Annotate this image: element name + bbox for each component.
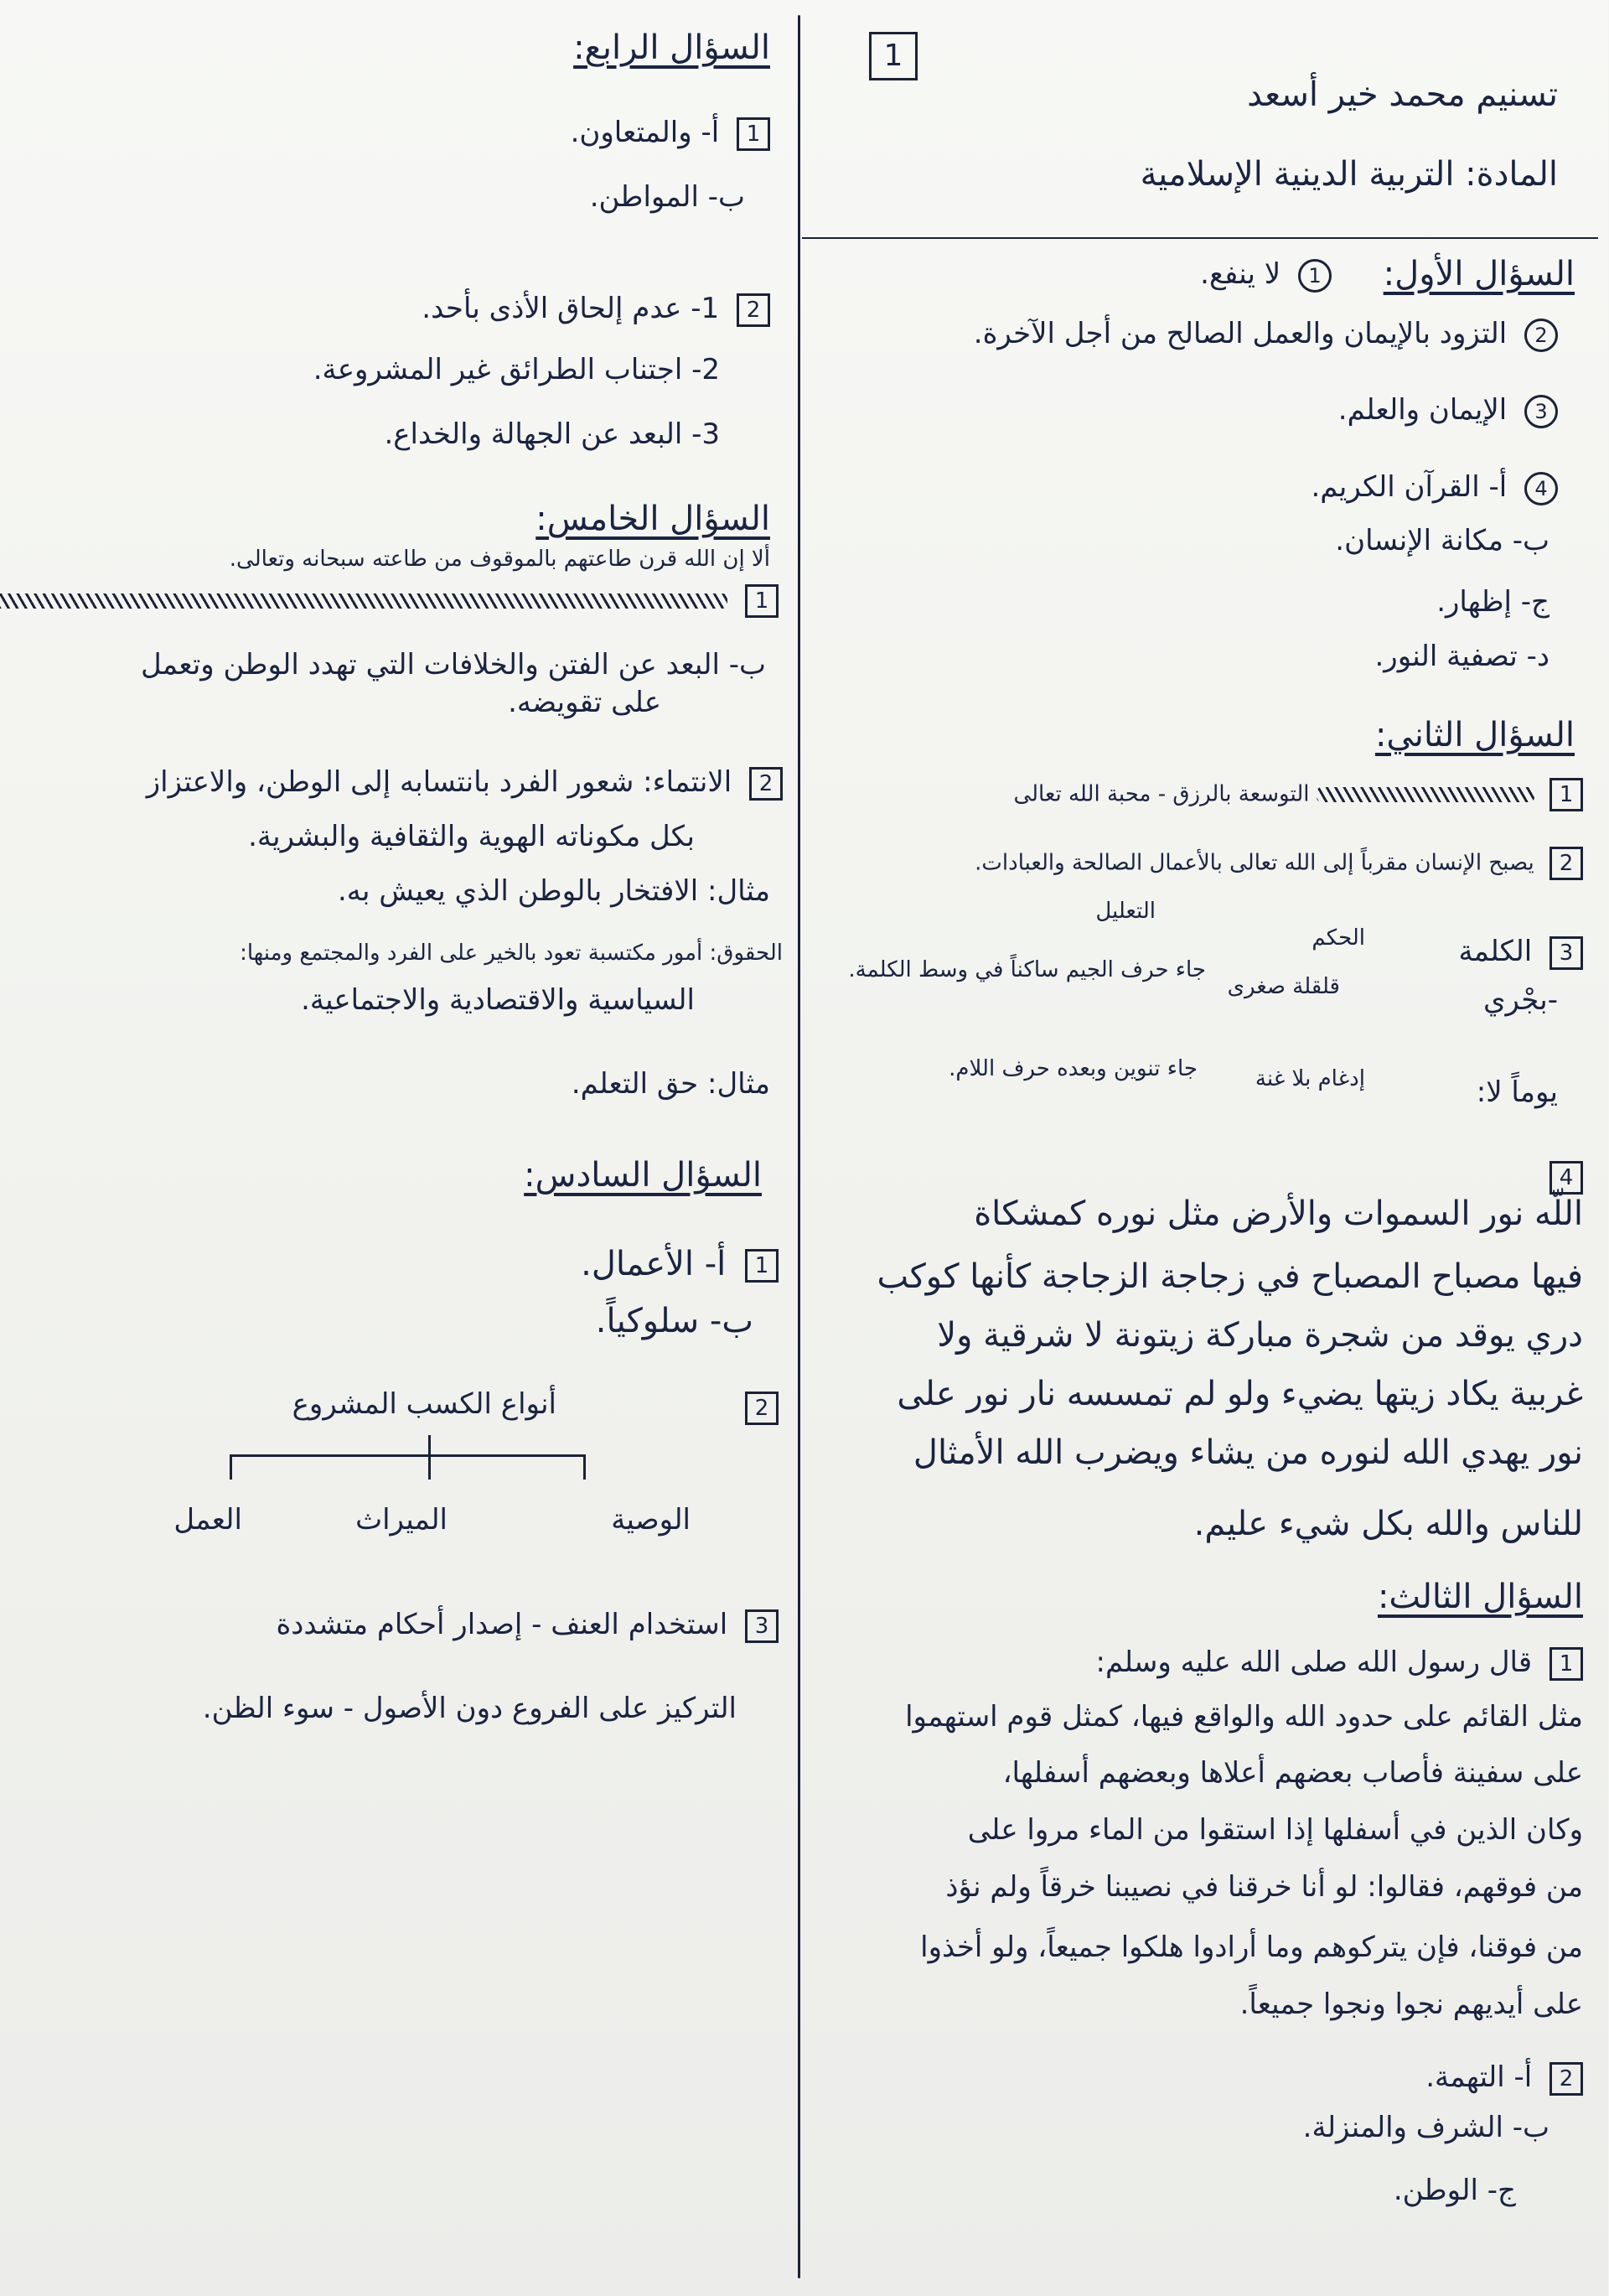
q5-answer-1-number: 1 bbox=[746, 584, 779, 618]
q6-answer-3-number: 3 bbox=[746, 1609, 779, 1643]
hadith-line-2: مثل القائم على حدود الله والواقع فيها، كمثل قوم استهموا bbox=[906, 1700, 1584, 1734]
q4-answer-2-1-text: 1- عدم إلحاق الأذى بأحد. bbox=[422, 292, 721, 325]
q5-answer-1b2: على تقويضه. bbox=[509, 686, 662, 719]
q4-answer-2-2: 2- اجتناب الطرائق غير المشروعة. bbox=[313, 353, 721, 386]
verse-line-5: نور يهدي الله لنوره من يشاء ويضرب الله الأمثال bbox=[913, 1433, 1584, 1472]
q2-answer-4-number: 4 bbox=[1550, 1161, 1584, 1195]
q5-answer-2-5: السياسية والاقتصادية والاجتماعية. bbox=[302, 983, 696, 1017]
hadith-line-3: على سفينة فأصاب بعضهم أعلاها وبعضهم أسفلها، bbox=[1003, 1756, 1584, 1790]
q3-answer-2c: ج- الوطن. bbox=[1394, 2174, 1517, 2207]
hadith-line-7: على أيديهم نجوا ونجوا جميعاً. bbox=[1240, 1988, 1584, 2021]
diagram-item-1: الوصية bbox=[612, 1503, 691, 1537]
q1-answer-4-number: 4 bbox=[1525, 472, 1559, 505]
q2-table-header-rule: الحكم bbox=[1312, 925, 1366, 951]
q5-title: السؤال الخامس: bbox=[536, 500, 771, 538]
q6-answer-1a bbox=[582, 1241, 779, 1288]
q6-answer-3-2: التركيز على الفروع دون الأصول - سوء الظن. bbox=[203, 1692, 737, 1725]
q6-answer-3-1 bbox=[277, 1605, 779, 1644]
verse-line-2: فيها مصباح المصباح في زجاجة الزجاجة كأنها كوكب bbox=[877, 1257, 1584, 1296]
q5-answer-1b: ب- البعد عن الفتن والخلافات التي تهدد الوطن وتعمل bbox=[142, 648, 767, 682]
q1-answer-1-text: لا ينفع. bbox=[1201, 257, 1282, 291]
q1-answer-4a bbox=[1312, 468, 1559, 506]
q2-answer-3-number: 3 bbox=[1550, 936, 1584, 970]
verse-line-1: اللّه نور السموات والأرض مثل نوره كمشكاة bbox=[975, 1195, 1584, 1233]
q2-answer-2-text: يصبح الإنسان مقرباً إلى الله تعالى بالأعمال الصالحة والعبادات. bbox=[975, 850, 1535, 876]
diagram-arrow-3 bbox=[230, 1454, 233, 1480]
diagram-item-3: العمل bbox=[174, 1503, 243, 1537]
diagram-item-2: الميراث bbox=[356, 1503, 448, 1537]
q6-answer-1a-text: أ- الأعمال. bbox=[582, 1245, 727, 1283]
q4-answer-2-1 bbox=[422, 289, 771, 328]
q6-answer-2-number: 2 bbox=[746, 1392, 779, 1425]
crossed-out-text bbox=[0, 593, 728, 609]
verse-line-3: دري يوقد من شجرة مباركة زيتونة لا شرقية ولا bbox=[938, 1316, 1584, 1355]
q1-answer-1-number: 1 bbox=[1299, 259, 1332, 293]
q2-answer-1 bbox=[1014, 778, 1584, 811]
q3-answer-1 bbox=[1097, 1643, 1584, 1682]
page-number: 1 bbox=[870, 32, 918, 80]
q4-answer-2-number: 2 bbox=[737, 293, 771, 327]
q6-answer-1b: ب- سلوكياً. bbox=[596, 1302, 754, 1340]
q6-title: السؤال السادس: bbox=[525, 1156, 763, 1195]
q1-answer-4d: د- تصفية النور. bbox=[1375, 640, 1550, 673]
q2-row1-rule: قلقلة صغرى bbox=[1228, 974, 1341, 999]
q4-title: السؤال الرابع: bbox=[574, 29, 771, 67]
q2-row1-word: -بجْري bbox=[1483, 983, 1559, 1017]
verse-line-6: للناس والله بكل شيء عليم. bbox=[1194, 1505, 1584, 1543]
diagram-branch-line bbox=[230, 1454, 587, 1457]
q1-answer-4a-text: أ- القرآن الكريم. bbox=[1312, 470, 1508, 504]
q5-answer-2-2: بكل مكوناته الهوية والثقافية والبشرية. bbox=[249, 820, 696, 853]
diagram-arrow-1 bbox=[584, 1454, 587, 1480]
q4-answer-1a-text: أ- والمتعاون. bbox=[571, 116, 721, 149]
q2-table-header-reason: التعليل bbox=[1096, 899, 1156, 924]
q5-answer-2-6: مثال: حق التعلم. bbox=[572, 1067, 771, 1101]
q6-answer-1-number: 1 bbox=[746, 1249, 779, 1283]
header-divider bbox=[803, 237, 1599, 239]
q3-answer-2b: ب- الشرف والمنزلة. bbox=[1303, 2111, 1550, 2144]
q1-answer-4c: ج- إظهار. bbox=[1437, 585, 1550, 619]
q5-answer-2-3: مثال: الافتخار بالوطن الذي يعيش به. bbox=[338, 874, 771, 908]
q4-answer-1-number: 1 bbox=[737, 117, 771, 151]
q1-answer-3-text: الإيمان والعلم. bbox=[1338, 393, 1508, 427]
q2-table-header-word-text: الكلمة bbox=[1459, 935, 1534, 968]
diagram-title: أنواع الكسب المشروع bbox=[292, 1387, 557, 1421]
q2-title: السؤال الثاني: bbox=[1375, 716, 1575, 754]
q3-answer-1-number: 1 bbox=[1550, 1647, 1584, 1681]
q2-answer-1-number: 1 bbox=[1550, 778, 1584, 811]
q5-answer-2-4: الحقوق: أمور مكتسبة تعود بالخير على الفرد والمجتمع ومنها: bbox=[241, 941, 784, 966]
q6-answer-2 bbox=[737, 1387, 779, 1426]
q1-answer-1 bbox=[1201, 255, 1332, 293]
hadith-line-6: من فوقنا، فإن يتركوهم وما أرادوا هلكوا جميعاً، ولو أخذوا bbox=[921, 1931, 1584, 1964]
student-name: تسنيم محمد خير أسعد bbox=[1248, 75, 1559, 114]
q5-note: ألا إن الله قرن طاعتهم بالموقوف من طاعته سبحانه وتعالى. bbox=[230, 547, 771, 572]
q1-answer-4b: ب- مكانة الإنسان. bbox=[1336, 524, 1550, 557]
q6-answer-3-1-text: استخدام العنف - إصدار أحكام متشددة bbox=[277, 1608, 729, 1641]
hadith-line-4: وكان الذين في أسفلها إذا استقوا من الماء مروا على bbox=[968, 1813, 1584, 1847]
q4-answer-1b: ب- المواطن. bbox=[590, 180, 746, 214]
q2-row2-rule: إدغام بلا غنة bbox=[1255, 1066, 1366, 1091]
q1-answer-2 bbox=[975, 314, 1559, 353]
crossed-out-text bbox=[1317, 787, 1535, 802]
q2-answer-2-number: 2 bbox=[1550, 847, 1584, 880]
q2-answer-2 bbox=[975, 847, 1584, 880]
diagram-arrow-2 bbox=[429, 1454, 432, 1480]
column-divider bbox=[799, 15, 801, 2278]
q3-answer-2-number: 2 bbox=[1550, 2062, 1584, 2096]
q3-answer-2a-text: أ- التهمة. bbox=[1426, 2060, 1534, 2094]
diagram-stem-line bbox=[429, 1435, 432, 1456]
subject-line: المادة: التربية الدينية الإسلامية bbox=[1141, 155, 1559, 194]
q5-answer-2-1-text: الانتماء: شعور الفرد بانتسابه إلى الوطن، والاعتزاز bbox=[147, 765, 733, 799]
hadith-line-1: قال رسول الله صلى الله عليه وسلم: bbox=[1096, 1646, 1534, 1679]
q2-answer-1-text: التوسعة بالرزق - محبة الله تعالى bbox=[1014, 781, 1311, 807]
q1-answer-3-number: 3 bbox=[1525, 395, 1559, 428]
q2-table-header-word bbox=[1459, 932, 1584, 971]
q2-row2-reason: جاء تنوين وبعده حرف اللام. bbox=[949, 1056, 1198, 1081]
q4-answer-1a bbox=[572, 113, 771, 152]
q2-row1-reason: جاء حرف الجيم ساكناً في وسط الكلمة. bbox=[849, 957, 1207, 982]
q1-title: السؤال الأول: bbox=[1384, 255, 1575, 293]
q1-answer-3 bbox=[1339, 391, 1559, 429]
q1-answer-2-text: التزود بالإيمان والعمل الصالح من أجل الآخرة. bbox=[974, 317, 1508, 350]
q2-row2-word: يوماً لا: bbox=[1477, 1075, 1559, 1109]
hadith-line-5: من فوقهم، فقالوا: لو أنا خرقنا في نصيبنا خرقاً ولم نؤذ bbox=[946, 1870, 1584, 1904]
q4-answer-2-3: 3- البعد عن الجهالة والخداع. bbox=[385, 417, 721, 451]
q1-answer-2-number: 2 bbox=[1525, 319, 1559, 352]
verse-line-4: غربية يكاد زيتها يضيء ولو لم تمسسه نار نور على bbox=[898, 1375, 1584, 1413]
q3-title: السؤال الثالث: bbox=[1378, 1578, 1584, 1616]
q5-answer-1-crossed bbox=[0, 580, 779, 619]
q5-answer-2-number: 2 bbox=[750, 767, 784, 801]
q5-answer-2-1 bbox=[147, 763, 784, 801]
q3-answer-2a bbox=[1426, 2058, 1584, 2096]
